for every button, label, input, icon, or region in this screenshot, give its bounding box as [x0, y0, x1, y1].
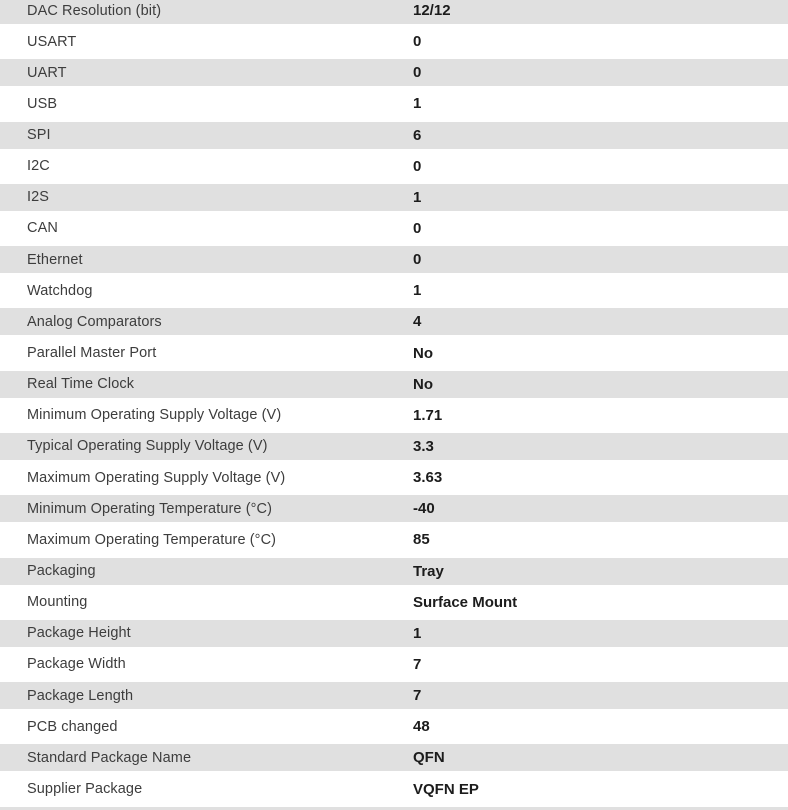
spec-value: Surface Mount	[413, 593, 518, 611]
row-stripe	[0, 682, 788, 709]
table-row	[0, 153, 788, 184]
table-row	[0, 402, 788, 433]
row-stripe	[0, 0, 788, 24]
row-stripe	[0, 620, 788, 647]
spec-value: No	[413, 375, 433, 393]
table-row	[0, 246, 788, 277]
spec-value: 7	[413, 687, 422, 705]
table-row	[0, 90, 788, 121]
table-row	[0, 433, 788, 464]
row-stripe	[0, 184, 788, 211]
spec-value: 1.71	[413, 406, 443, 424]
table-row	[0, 308, 788, 339]
row-stripe	[0, 59, 788, 86]
row-stripe	[0, 713, 788, 740]
table-row	[0, 59, 788, 90]
table-row	[0, 340, 788, 371]
spec-value: QFN	[413, 749, 445, 767]
row-stripe	[0, 558, 788, 585]
spec-label: SPI	[27, 127, 51, 144]
row-stripe	[0, 526, 788, 553]
spec-label: Ethernet	[27, 251, 83, 268]
spec-label: USB	[27, 95, 58, 112]
row-stripe	[0, 308, 788, 335]
spec-value: 0	[413, 33, 422, 51]
table-row	[0, 495, 788, 526]
spec-value: 0	[413, 251, 422, 269]
table-row	[0, 215, 788, 246]
row-stripe	[0, 433, 788, 460]
table-row	[0, 620, 788, 651]
row-stripe	[0, 589, 788, 616]
spec-label: Maximum Operating Supply Voltage (V)	[27, 469, 286, 486]
table-row	[0, 526, 788, 557]
spec-value: 0	[413, 64, 422, 82]
spec-label: CAN	[27, 220, 58, 237]
row-stripe	[0, 215, 788, 242]
spec-value: 1	[413, 282, 422, 300]
table-row	[0, 713, 788, 744]
spec-value: 1	[413, 95, 422, 113]
table-row	[0, 682, 788, 713]
spec-label: Watchdog	[27, 282, 93, 299]
spec-value: 0	[413, 219, 422, 237]
spec-label: Mounting	[27, 594, 88, 611]
spec-value: 12/12	[413, 2, 451, 19]
table-row	[0, 744, 788, 775]
spec-label: Typical Operating Supply Voltage (V)	[27, 438, 268, 455]
spec-label: Analog Comparators	[27, 313, 162, 330]
row-stripe	[0, 464, 788, 491]
spec-label: Packaging	[27, 563, 96, 580]
spec-label: USART	[27, 33, 77, 50]
row-stripe	[0, 153, 788, 180]
spec-label: Real Time Clock	[27, 376, 135, 393]
row-stripe	[0, 744, 788, 771]
row-stripe	[0, 402, 788, 429]
spec-label: DAC Resolution (bit)	[27, 2, 162, 19]
spec-value: 4	[413, 313, 422, 331]
spec-value: 3.3	[413, 437, 434, 455]
row-stripe	[0, 807, 788, 810]
table-row	[0, 277, 788, 308]
row-stripe	[0, 651, 788, 678]
row-stripe	[0, 495, 788, 522]
spec-label: Parallel Master Port	[27, 345, 157, 362]
table-row	[0, 184, 788, 215]
spec-label: Package Length	[27, 687, 134, 704]
spec-value: 1	[413, 624, 422, 642]
table-row	[0, 651, 788, 682]
table-row	[0, 776, 788, 807]
spec-label: Standard Package Name	[27, 749, 192, 766]
spec-label: Package Width	[27, 656, 126, 673]
spec-value: 6	[413, 126, 422, 144]
spec-label: Minimum Operating Temperature (°C)	[27, 500, 273, 517]
row-stripe	[0, 246, 788, 273]
spec-value: 48	[413, 718, 430, 736]
spec-value: Tray	[413, 562, 444, 580]
row-stripe	[0, 90, 788, 117]
spec-label: PCB changed	[27, 718, 118, 735]
table-row	[0, 371, 788, 402]
spec-label: I2C	[27, 158, 50, 175]
spec-value: 0	[413, 157, 422, 175]
row-stripe	[0, 122, 788, 149]
spec-label: Minimum Operating Supply Voltage (V)	[27, 407, 282, 424]
table-row	[0, 558, 788, 589]
spec-value: 3.63	[413, 469, 443, 487]
spec-value: 1	[413, 188, 422, 206]
table-row	[0, 589, 788, 620]
row-stripe	[0, 340, 788, 367]
spec-value: -40	[413, 500, 435, 518]
row-stripe	[0, 776, 788, 803]
spec-label: I2S	[27, 189, 50, 206]
spec-value: No	[413, 344, 433, 362]
table-row	[0, 122, 788, 153]
row-stripe	[0, 371, 788, 398]
spec-value: 7	[413, 655, 422, 673]
spec-value: VQFN EP	[413, 780, 479, 798]
row-stripe	[0, 277, 788, 304]
spec-value: 85	[413, 531, 430, 549]
table-row	[0, 28, 788, 59]
table-row	[0, 0, 788, 28]
table-row	[0, 464, 788, 495]
row-stripe	[0, 28, 788, 55]
spec-label: UART	[27, 64, 67, 81]
spec-label: Supplier Package	[27, 781, 143, 798]
spec-label: Package Height	[27, 625, 131, 642]
table-row-partial	[0, 807, 788, 810]
spec-label: Maximum Operating Temperature (°C)	[27, 531, 277, 548]
